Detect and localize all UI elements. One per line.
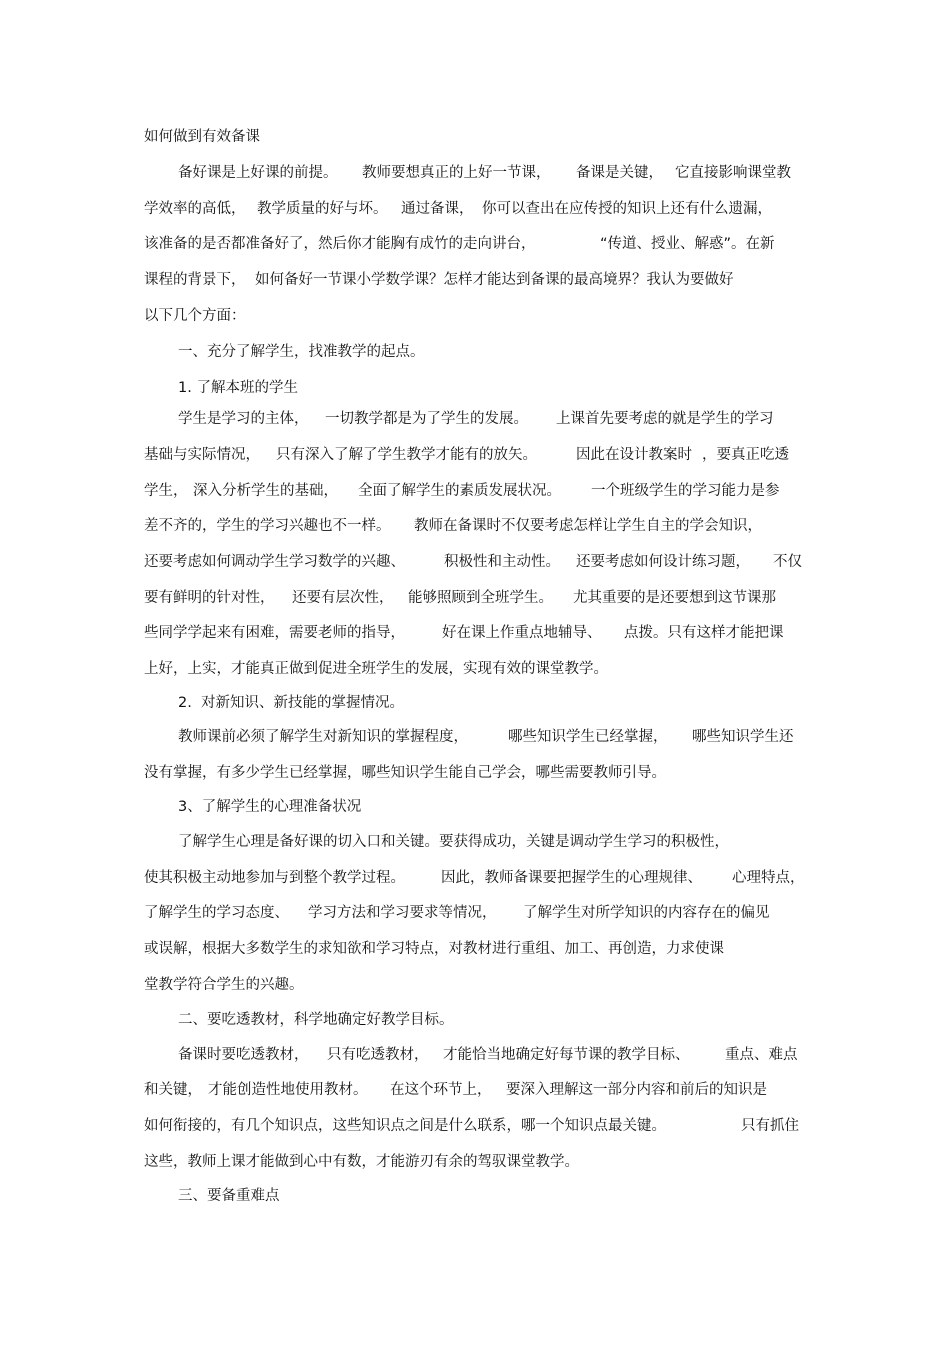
paragraph-line-text: 学习方法和学习要求等情况， [308, 905, 497, 921]
paragraph-line-text: 才能创造性地使用教材。 [208, 1082, 368, 1098]
paragraph-line-text: 备好课是上好课的前提。 [178, 165, 338, 181]
paragraph-line [0, 868, 950, 888]
paragraph-line-text: 不仅 [773, 554, 802, 570]
paragraph-line-text: 因此，教师备课要把握学生的心理规律、 [441, 870, 702, 886]
paragraph-line-text: 一个班级学生的学习能力是参 [591, 483, 780, 499]
paragraph-line-text: 了解学生对所学知识的内容存在的偏见 [523, 905, 770, 921]
paragraph-line-text: 这些，教师上课才能做到心中有数，才能游刃有余的驾驭课堂教学。 [144, 1154, 579, 1170]
paragraph-line-text: 教师要想真正的上好一节课， [362, 165, 551, 181]
paragraph-line [0, 306, 950, 326]
paragraph-line-text: 备课时要吃透教材， [178, 1047, 309, 1063]
paragraph-line-text: 你可以查出在应传授的知识上还有什么遗漏， [482, 201, 772, 217]
paragraph-line [0, 1045, 950, 1065]
paragraph-line-text: 了解学生的学习态度、 [144, 905, 289, 921]
paragraph-line-text: 教学质量的好与坏。 [257, 201, 388, 217]
paragraph-line-text: ，要真正吃透 [702, 447, 789, 463]
paragraph-line [0, 199, 950, 219]
paragraph-line-text: 了解学生心理是备好课的切入口和关键。要获得成功，关键是调动学生学习的积极性， [178, 834, 729, 850]
paragraph-line [0, 409, 950, 429]
paragraph-line-text: 如何备好一节课小学数学课？怎样才能达到备课的最高境界？我认为要做好 [255, 272, 734, 288]
paragraph-line-text: 学生， [144, 483, 188, 499]
paragraph-line-text: 深入分析学生的基础， [193, 483, 338, 499]
paragraph-line-text: 以下几个方面： [144, 308, 246, 324]
paragraph-line-text: 还要有层次性， [292, 590, 394, 606]
paragraph-line [0, 445, 950, 465]
paragraph-line-text: 上好，上实，才能真正做到促进全班学生的发展，实现有效的课堂教学。 [144, 661, 608, 677]
paragraph-line-text: 或误解，根据大多数学生的求知欲和学习特点，对教材进行重组、加工、再创造，力求使课 [144, 941, 724, 957]
paragraph-line-text: “传道、授业、解惑”。在新 [600, 236, 775, 252]
subsection-heading-text: 1. 了解本班的学生 [178, 380, 298, 396]
section-heading [0, 1186, 950, 1206]
paragraph-line-text: 只有吃透教材， [327, 1047, 429, 1063]
subsection-heading [0, 693, 950, 713]
paragraph-line-text: 基础与实际情况， [144, 447, 260, 463]
paragraph-line-text: 没有掌握，有多少学生已经掌握，哪些知识学生能自己学会，哪些需要教师引导。 [144, 765, 666, 781]
paragraph-line-text: 重点、难点 [725, 1047, 798, 1063]
paragraph-line-text: 好在课上作重点地辅导、 [442, 625, 602, 641]
paragraph-line [0, 1080, 950, 1100]
paragraph-line-text: 如何衔接的，有几个知识点，这些知识点之间是什么联系，哪一个知识点最关键。 [144, 1118, 666, 1134]
paragraph-line [0, 975, 950, 995]
section-heading [0, 342, 950, 362]
paragraph-line-text: 使其积极主动地参加与到整个教学过程。 [144, 870, 405, 886]
paragraph-line-text: 能够照顾到全班学生。 [408, 590, 553, 606]
paragraph-line [0, 727, 950, 747]
paragraph-line [0, 903, 950, 923]
paragraph-line [0, 481, 950, 501]
section-heading-text: 二、要吃透教材，科学地确定好教学目标。 [178, 1012, 454, 1028]
paragraph-line-text: 教师课前必须了解学生对新知识的掌握程度， [178, 729, 468, 745]
paragraph-line-text: 一切教学都是为了学生的发展。 [325, 411, 528, 427]
paragraph-line-text: 要有鲜明的针对性， [144, 590, 275, 606]
paragraph-line-text: 哪些知识学生已经掌握， [508, 729, 668, 745]
paragraph-line-text: 只有抓住 [741, 1118, 799, 1134]
paragraph-line-text: 才能恰当地确定好每节课的教学目标、 [443, 1047, 690, 1063]
paragraph-line-text: 点拨。只有这样才能把课 [624, 625, 784, 641]
paragraph-line-text: 全面了解学生的素质发展状况。 [358, 483, 561, 499]
paragraph-line [0, 659, 950, 679]
section-heading-text: 三、要备重难点 [178, 1188, 280, 1204]
paragraph-line-text: 因此在设计教案时 [576, 447, 692, 463]
paragraph-line-text: 上课首先要考虑的就是学生的学习 [556, 411, 774, 427]
paragraph-line-text: 学效率的高低， [144, 201, 246, 217]
paragraph-line-text: 要深入理解这一部分内容和前后的知识是 [506, 1082, 767, 1098]
paragraph-line-text: 在这个环节上， [390, 1082, 492, 1098]
paragraph-line-text: 差不齐的，学生的学习兴趣也不一样。 [144, 518, 391, 534]
subsection-heading-text: 3、了解学生的心理准备状况 [178, 799, 362, 815]
subsection-heading [0, 797, 950, 817]
paragraph-line [0, 234, 950, 254]
paragraph-line-text: 哪些知识学生还 [692, 729, 794, 745]
document-title [0, 127, 950, 147]
paragraph-line [0, 163, 950, 183]
paragraph-line [0, 832, 950, 852]
paragraph-line-text: 堂教学符合学生的兴趣。 [144, 977, 304, 993]
paragraph-line-text: 尤其重要的是还要想到这节课那 [573, 590, 776, 606]
paragraph-line [0, 623, 950, 643]
paragraph-line-text: 还要考虑如何调动学生学习数学的兴趣、 [144, 554, 405, 570]
paragraph-line [0, 270, 950, 290]
section-heading [0, 1010, 950, 1030]
paragraph-line-text: 教师在备课时不仅要考虑怎样让学生自主的学会知识， [414, 518, 762, 534]
paragraph-line-text: 学生是学习的主体， [178, 411, 309, 427]
paragraph-line-text: 只有深入了解了学生教学才能有的放矢。 [276, 447, 537, 463]
paragraph-line [0, 939, 950, 959]
paragraph-line-text: 心理特点， [732, 870, 805, 886]
subsection-heading-text: 2. 对新知识、新技能的掌握情况。 [178, 695, 405, 711]
paragraph-line-text: 和关键， [144, 1082, 202, 1098]
paragraph-line-text: 积极性和主动性。 [444, 554, 560, 570]
paragraph-line-text: 通过备课， [401, 201, 474, 217]
paragraph-line [0, 1152, 950, 1172]
paragraph-line-text: 备课是关键， [576, 165, 663, 181]
paragraph-line-text: 它直接影响课堂教 [675, 165, 791, 181]
paragraph-line [0, 588, 950, 608]
paragraph-line [0, 1116, 950, 1136]
paragraph-line-text: 课程的背景下， [144, 272, 246, 288]
paragraph-line-text: 些同学学起来有困难，需要老师的指导， [144, 625, 405, 641]
paragraph-line [0, 763, 950, 783]
paragraph-line-text: 还要考虑如何设计练习题， [576, 554, 750, 570]
paragraph-line [0, 516, 950, 536]
document-title-text: 如何做到有效备课 [144, 129, 260, 145]
paragraph-line-text: 该准备的是否都准备好了，然后你才能胸有成竹的走向讲台， [144, 236, 536, 252]
subsection-heading [0, 378, 950, 398]
section-heading-text: 一、充分了解学生，找准教学的起点。 [178, 344, 425, 360]
paragraph-line [0, 552, 950, 572]
